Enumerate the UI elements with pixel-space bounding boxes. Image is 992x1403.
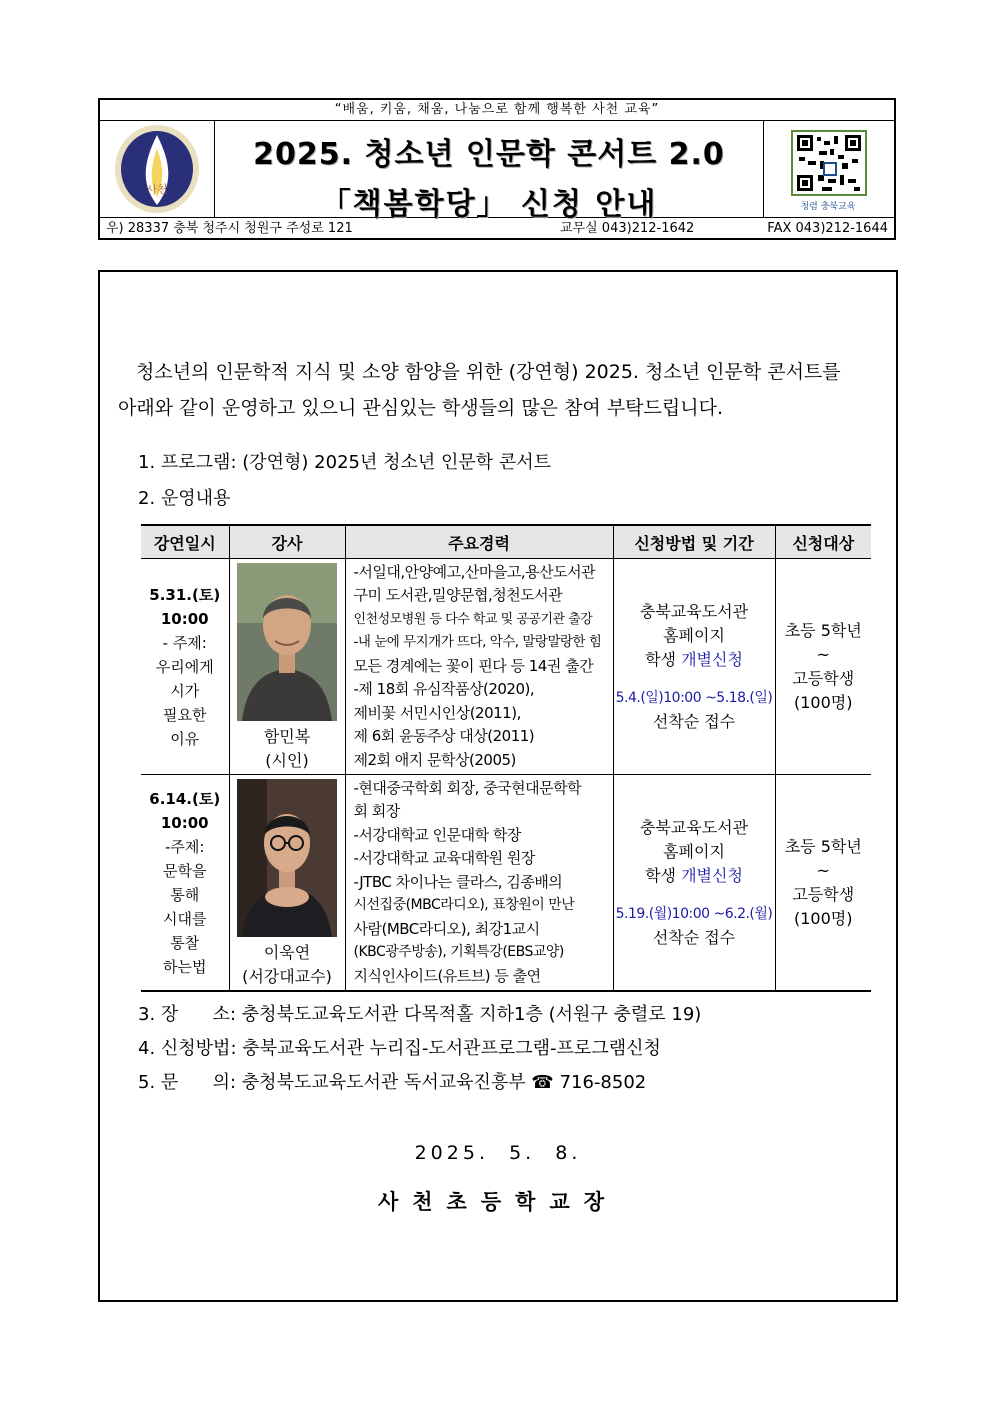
header-career: 주요경력	[345, 525, 613, 559]
qr-caption: 청렴 충북교육	[800, 202, 856, 212]
lecture-date-cell: 5.31.(토) 10:00 - 주제: 우리에게 시가 필요한 이유	[141, 559, 229, 775]
intro-line-1: 청소년의 인문학적 지식 및 소양 함양을 위한 (강연형) 2025. 청소년 인문학 콘서트를	[136, 361, 841, 383]
intro-line-2: 아래와 같이 운영하고 있으니 관심있는 학생들의 많은 참여 부탁드립니다.	[118, 397, 723, 419]
lecturer-name: 함민복	[263, 727, 311, 746]
schedule-table	[141, 524, 871, 992]
target-cell: 초등 5학년 ~ 고등학생 (100명)	[775, 559, 871, 775]
school-logo	[100, 121, 215, 217]
lecturer-photo	[237, 563, 337, 721]
lecturer-cell	[229, 775, 345, 992]
lecture-date-cell: 6.14.(토) 10:00 -주제: 문학을 통해 시대를 통찰 하는법	[141, 775, 229, 992]
document-date: 2025. 5. 8.	[414, 1142, 582, 1164]
target-cell: 초등 5학년 ~ 고등학생 (100명)	[775, 775, 871, 992]
lecturer-role: (서강대교수)	[242, 967, 332, 986]
career-cell: -서일대,안양예고,산마을고,용산도서관 구미 도서관,밀양문협,청천도서관 인천성모병원 등 다수 학교 및 공공기관 출강 -내 눈에 무지개가 뜨다, 악수, 말랑말랑한 힘 모든 경계에는 꽃이 핀다 등 14권 출간 -제 18회 유심작품상(2020), 제비꽃 서민시인상(2011), 제 6회 윤동주상 대상(2011) 제2회 애지 문학상(2005)	[345, 559, 613, 775]
lecturer-name: 이욱연	[263, 943, 311, 962]
apply-cell: 충북교육도서관 홈페이지 학생 개별신청 5.4.(일)10:00 ~5.18.(일) 선착순 접수	[613, 559, 775, 775]
content-item: 2. 운영내용	[138, 488, 231, 509]
lecturer-role: (시인)	[265, 751, 309, 770]
letterhead	[98, 98, 896, 240]
title-line-1: 2025. 청소년 인문학 콘서트 2.0	[253, 137, 725, 172]
table-row	[141, 775, 871, 992]
lecturer-photo	[237, 779, 337, 937]
contact-item: 5. 문 의: 충청북도교육도서관 독서교육진흥부 ☎ 716-8502	[138, 1072, 647, 1093]
intro-paragraph	[118, 354, 888, 426]
apply-cell: 충북교육도서관 홈페이지 학생 개별신청 5.19.(월)10:00 ~6.2.(월) 선착순 접수	[613, 775, 775, 992]
header-lecturer: 강사	[229, 525, 345, 559]
header-target: 신청대상	[775, 525, 871, 559]
motto: “배움, 키움, 채움, 나눔으로 함께 행복한 사천 교육”	[100, 100, 894, 121]
lecturer-cell	[229, 559, 345, 775]
method-item: 4. 신청방법: 충북교육도서관 누리집-도서관프로그램-프로그램신청	[138, 1038, 661, 1059]
header-date: 강연일시	[141, 525, 229, 559]
logo-text: 사천	[146, 183, 168, 196]
header-apply: 신청방법 및 기간	[613, 525, 775, 559]
school-address: 우) 28337 충북 청주시 청원구 주성로 121	[106, 221, 353, 236]
place-item: 3. 장 소: 충청북도교육도서관 다목적홀 지하1층 (서원구 충렬로 19)	[138, 1004, 702, 1025]
signature: 사천초등학교장	[377, 1190, 618, 1214]
fax-number: FAX 043)212-1644	[767, 221, 888, 236]
program-item: 1. 프로그램: (강연형) 2025년 청소년 인문학 콘서트	[138, 452, 552, 473]
career-cell: -현대중국학회 회장, 중국현대문학학 회 회장 -서강대학교 인문대학 학장 -서강대학교 교육대학원 원장 -JTBC 차이나는 클라스, 김종배의 시선집중(MBC라디오), 표창원이 만난 사람(MBC라디오), 최강1교시 (KBC광주방송), 기획특강(EBS교양) 지식인사이드(유트브) 등 출연	[345, 775, 613, 992]
table-row	[141, 559, 871, 775]
notice-body	[98, 270, 898, 1302]
title-line-2: 「책봄학당」 신청 안내	[320, 187, 658, 222]
qr-code[interactable]	[763, 121, 894, 217]
office-phone: 교무실 043)212-1642	[560, 221, 695, 236]
